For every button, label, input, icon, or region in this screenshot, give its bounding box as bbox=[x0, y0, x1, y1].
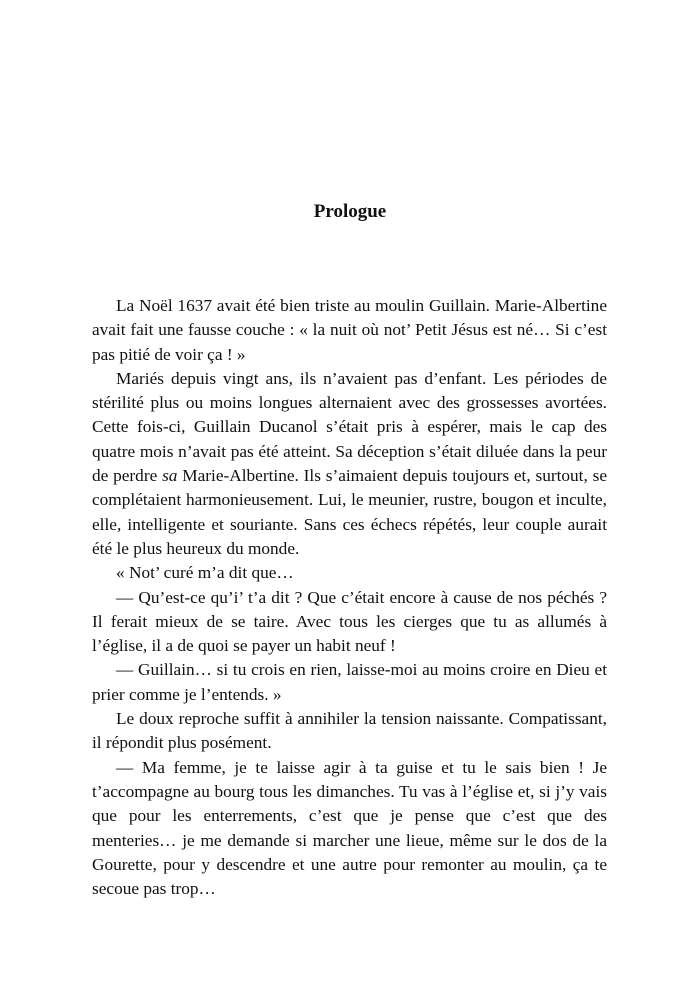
paragraph-5: — Guillain… si tu crois en rien, laisse-moi au moins croire en Dieu et prier comme je l’entends. » bbox=[92, 660, 607, 704]
paragraph-2-start: Mariés depuis vingt ans, ils n’avaient pas d’enfant. Les périodes de stérilité plus ou moins longues alternaient avec des grossesses avortées. Cette fois-ci, Guillain Ducanol s’était pris à espérer, mais le cap des quatre mois n’avait pas été atteint. Sa déception s’était diluée dans la peur de perdre bbox=[92, 368, 607, 486]
paragraph-2-emphasis: sa bbox=[162, 466, 178, 486]
paragraph-6: Le doux reproche suffit à annihiler la tension naissante. Compatissant, il répondit plus posément. bbox=[92, 709, 607, 753]
page-title: Prologue bbox=[313, 201, 387, 222]
paragraph-2-end: Marie-Albertine. Ils s’aimaient depuis toujours et, surtout, se complétaient harmonieusement. Lui, le meunier, rustre, bougon et inculte, elle, intelligente et souriante. Sans ces échecs répétés, leur couple aurait été le plus heureux du monde. bbox=[92, 466, 607, 558]
paragraph-3: « Not’ curé m’a dit que… bbox=[116, 563, 294, 583]
chapter-body bbox=[92, 294, 607, 901]
paragraph-4: — Qu’est-ce qu’i’ t’a dit ? Que c’était encore à cause de nos péchés ? Il ferait mieux de se taire. Avec tous les cierges que tu as allumés à l’église, il a de quoi se payer un habit neuf ! bbox=[92, 587, 607, 656]
paragraph-1: La Noël 1637 avait été bien triste au moulin Guillain. Marie-Albertine avait fait une fausse couche : « la nuit où not’ Petit Jésus est né… Si c’est pas pitié de voir ça ! » bbox=[92, 296, 607, 364]
paragraph-7: — Ma femme, je te laisse agir à ta guise et tu le sais bien ! Je t’accompagne au bourg tous les dimanches. Tu vas à l’église et, si j’y vais que pour les enterrements, c’est que je pense que c’est que des menteries… je me demande si marcher une lieue, même sur le dos de la Gourette, pour y descendre et une autre pour remonter au moulin, ça te secoue pas trop… bbox=[92, 757, 607, 899]
paragraph-2 bbox=[92, 367, 607, 561]
